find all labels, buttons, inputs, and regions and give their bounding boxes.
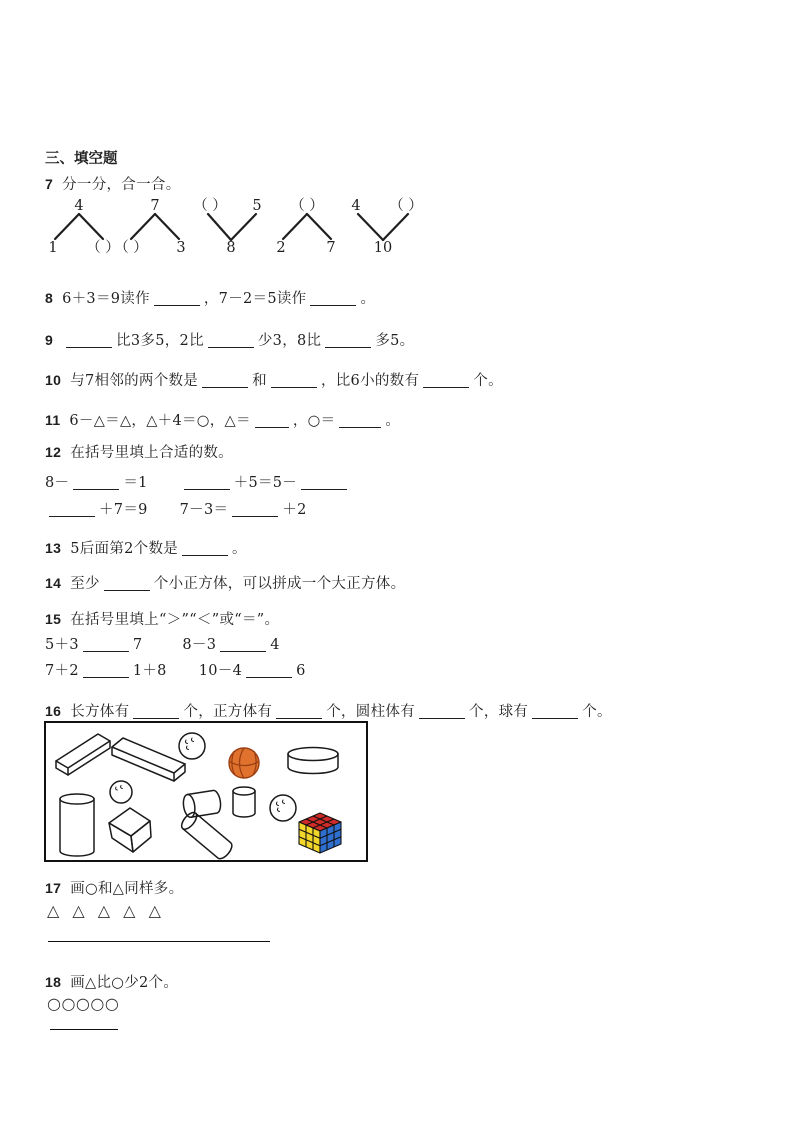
rectangular-prism-2 — [112, 738, 185, 781]
bowling-ball-3 — [270, 795, 296, 821]
question-16-text: 个，球有 — [469, 704, 529, 720]
question-17-number: 17 — [45, 880, 62, 896]
answer-blank — [104, 578, 150, 591]
question-15-line-1 — [45, 633, 280, 654]
question-13-text: 。 — [232, 541, 247, 557]
question-13 — [45, 537, 247, 558]
question-18 — [45, 971, 178, 992]
expression-text: ＝1 — [123, 475, 148, 491]
number-bond-1 — [42, 197, 120, 256]
answer-blank — [419, 706, 465, 719]
question-12 — [45, 441, 233, 462]
bond-right-value: 7 — [326, 240, 336, 256]
answer-blank — [73, 477, 119, 490]
question-9-text: 多5。 — [375, 333, 415, 349]
cylinder-small-vertical — [233, 787, 255, 817]
answer-blank — [202, 375, 248, 388]
bond-right-value: （ ） — [389, 198, 423, 214]
question-14-text: 个小正方体，可以拼成一个大正方体。 — [153, 576, 406, 592]
question-9-text: 少3，8比 — [257, 333, 322, 349]
answer-blank — [301, 477, 347, 490]
question-15-number: 15 — [45, 611, 62, 627]
answer-blank — [133, 706, 179, 719]
question-14-number: 14 — [45, 575, 62, 591]
answer-blank — [49, 504, 95, 517]
rectangular-prism-1 — [56, 734, 110, 775]
question-18-number: 18 — [45, 974, 62, 990]
question-12-line-1 — [45, 471, 351, 492]
question-7-title: 分一分，合一合。 — [62, 177, 181, 193]
question-10-text: 与7相邻的两个数是 — [70, 373, 199, 389]
answer-blank — [83, 665, 129, 678]
answer-blank — [182, 543, 228, 556]
question-17 — [45, 877, 183, 898]
question-11-number: 11 — [45, 412, 61, 428]
question-15-line-2 — [45, 659, 306, 680]
number-bonds-row — [42, 197, 423, 256]
question-16-number: 16 — [45, 703, 62, 719]
answer-blank — [154, 293, 200, 306]
question-15-title: 在括号里填上“＞”“＜”或“＝”。 — [70, 612, 280, 628]
question-18-title: 画△比○少2个。 — [70, 975, 179, 991]
expression-text: 8－3 — [182, 637, 217, 653]
number-bond-4 — [270, 197, 344, 255]
question-7 — [45, 173, 181, 194]
bond-top-value: 7 — [150, 198, 160, 214]
question-11-text: 6－△＝△，△＋4＝○，△＝ — [69, 413, 251, 429]
answer-blank — [184, 477, 230, 490]
answer-blank — [276, 706, 322, 719]
answer-line-long — [48, 941, 270, 942]
question-12-number: 12 — [45, 444, 62, 460]
bond-left-value: 1 — [48, 240, 58, 256]
number-bond-5 — [346, 197, 423, 256]
cylinder-horizontal — [182, 790, 222, 819]
question-16-text: 个。 — [582, 704, 612, 720]
answer-blank — [310, 293, 356, 306]
question-11-text: 。 — [385, 413, 401, 429]
question-14-text: 至少 — [70, 576, 100, 592]
question-17-title: 画○和△同样多。 — [70, 881, 184, 897]
bond-right-value: （ ） — [86, 240, 120, 256]
answer-blank — [83, 639, 129, 652]
question-10-text: 个。 — [473, 373, 503, 389]
question-7-number: 7 — [45, 176, 54, 192]
basketball — [229, 748, 259, 778]
number-bond-3 — [194, 197, 268, 255]
question-11-text: ，○＝ — [292, 413, 336, 429]
question-16-text: 长方体有 — [70, 704, 130, 720]
cube — [109, 808, 151, 852]
expression-text: 4 — [270, 637, 280, 653]
expression-text: ＋2 — [282, 502, 307, 518]
answer-blank — [271, 375, 317, 388]
shapes-figure — [44, 721, 368, 862]
expression-text: 8－ — [45, 475, 70, 491]
question-8-number: 8 — [45, 290, 54, 306]
bond-right-value: 3 — [176, 240, 186, 256]
question-13-number: 13 — [45, 540, 62, 556]
expression-text: 6 — [296, 663, 306, 679]
number-bond-2 — [114, 197, 192, 256]
question-13-text: 5后面第2个数是 — [70, 541, 179, 557]
expression-text: 7 — [132, 637, 143, 653]
question-8 — [45, 287, 375, 308]
question-16-text: 个，正方体有 — [183, 704, 273, 720]
bond-top-value: 4 — [74, 198, 84, 214]
question-16 — [45, 700, 612, 721]
bond-bottom-value: 10 — [373, 240, 393, 256]
answer-blank — [423, 375, 469, 388]
question-9-number: 9 — [45, 332, 54, 348]
answer-blank — [532, 706, 578, 719]
answer-blank — [220, 639, 266, 652]
bond-right-value: 5 — [252, 198, 262, 214]
question-9 — [45, 329, 414, 350]
bond-bottom-value: 8 — [226, 240, 236, 256]
cylinder-tall — [60, 794, 94, 856]
question-16-text: 个，圆柱体有 — [326, 704, 416, 720]
question-10-number: 10 — [45, 372, 62, 388]
cylinder-puck — [288, 748, 338, 774]
answer-blank — [232, 504, 278, 517]
question-9-text: 比3多5，2比 — [116, 333, 204, 349]
answer-blank — [339, 415, 381, 428]
bowling-ball-2 — [110, 781, 132, 803]
question-12-line-2 — [45, 498, 307, 519]
question-8-text: ，7－2＝5读作 — [203, 291, 307, 307]
expression-text: 5＋3 — [45, 637, 79, 653]
question-15 — [45, 608, 279, 629]
bond-top-value: （ ） — [290, 198, 324, 214]
bond-left-value: 2 — [276, 240, 286, 256]
expression-text: 7－3＝ — [179, 502, 229, 518]
section-title: 三、填空题 — [45, 151, 118, 167]
question-8-text: 。 — [360, 291, 376, 307]
question-11 — [45, 409, 400, 430]
question-8-text: 6＋3＝9读作 — [62, 291, 150, 307]
answer-blank — [246, 665, 292, 678]
circle-row: ○○○○○ — [47, 994, 120, 1013]
question-10-text: 和 — [252, 373, 267, 389]
question-10 — [45, 369, 503, 390]
answer-blank — [208, 335, 254, 348]
question-12-title: 在括号里填上合适的数。 — [70, 445, 233, 461]
answer-blank — [325, 335, 371, 348]
expression-text: 1＋8 — [132, 663, 167, 679]
answer-blank — [66, 335, 112, 348]
bond-left-value: （ ） — [114, 240, 148, 256]
expression-text: 10－4 — [198, 663, 243, 679]
bowling-ball-1 — [179, 733, 205, 759]
answer-blank — [255, 415, 289, 428]
rubiks-cube — [299, 813, 341, 853]
bond-left-value: （ ） — [193, 198, 227, 214]
answer-line-short — [50, 1029, 118, 1030]
expression-text: ＋7＝9 — [99, 502, 148, 518]
expression-text: ＋5＝5－ — [233, 475, 298, 491]
question-10-text: ，比6小的数有 — [320, 373, 420, 389]
expression-text: 7＋2 — [45, 663, 79, 679]
bond-left-value: 4 — [351, 198, 361, 214]
triangle-row: △ △ △ △ △ — [47, 901, 165, 920]
cylinder-tilted — [179, 810, 235, 860]
question-14 — [45, 572, 405, 593]
